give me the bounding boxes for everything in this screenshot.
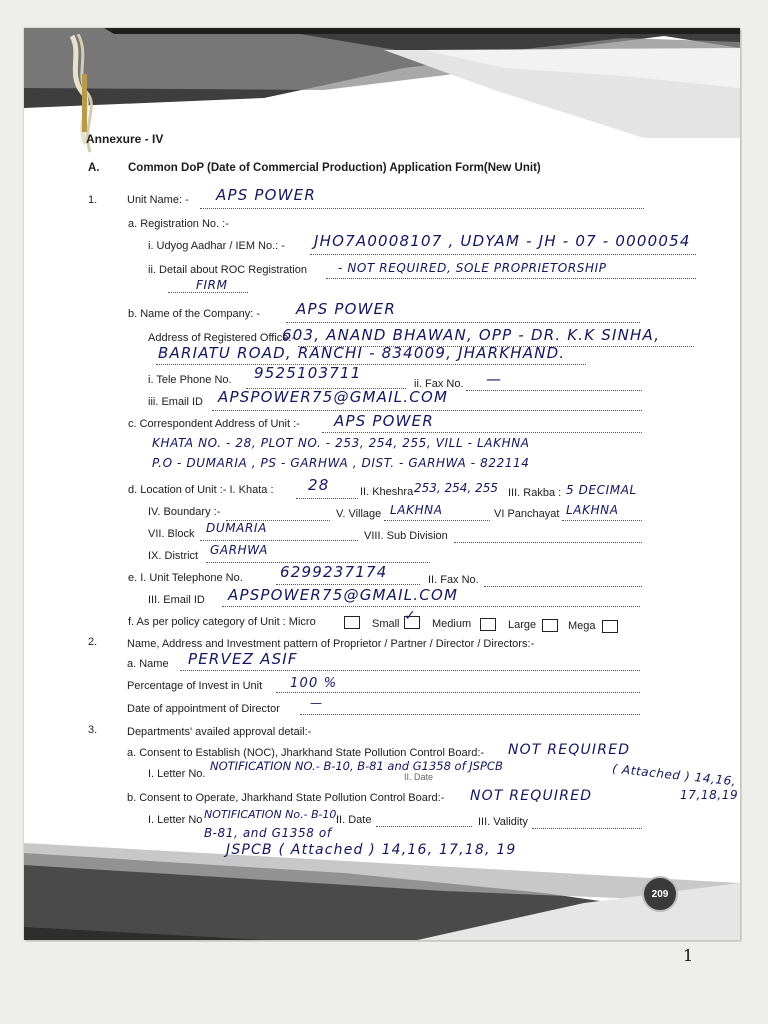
unit-email-line: [222, 606, 640, 607]
company-line: [286, 322, 640, 323]
roc-value-line1: - NOT REQUIRED, SOLE PROPRIETORSHIP: [338, 261, 607, 275]
boundary-label: IV. Boundary :-: [148, 506, 221, 518]
email-line: [212, 410, 642, 411]
unit-telephone-label: e. I. Unit Telephone No.: [128, 572, 243, 584]
udyog-aadhar-label: i. Udyog Aadhar / IEM No.: -: [148, 240, 285, 252]
reg-office-value-line2: BARIATU ROAD, RANCHI - 834009, JHARKHAND.: [158, 344, 566, 362]
invest-percentage-value: 100 %: [290, 676, 338, 691]
fax-line: [466, 390, 642, 391]
approvals-section-title: Departments' availed approval detail:-: [127, 726, 312, 738]
cto-value: NOT REQUIRED: [470, 788, 593, 804]
date-2-label: II. Date: [336, 814, 372, 826]
registration-label: a. Registration No. :-: [128, 218, 229, 230]
q1-number: 1.: [88, 194, 98, 206]
attached-pages-1b: 17,18,19: [680, 788, 739, 802]
mega-checkbox[interactable]: [602, 620, 618, 633]
udyog-line: [310, 254, 696, 255]
rakba-label: III. Rakba :: [508, 487, 562, 499]
small-checkmark: ✓: [404, 608, 416, 624]
letter-no-1-label: I. Letter No.: [148, 768, 206, 780]
medium-checkbox[interactable]: [480, 618, 496, 631]
medium-label: Medium: [432, 618, 472, 630]
company-name-label: b. Name of the Company: -: [128, 308, 261, 320]
subdivision-line: [454, 542, 642, 543]
block-value: DUMARIA: [206, 521, 267, 535]
panchayat-line: [562, 520, 642, 521]
block-label: VII. Block: [148, 528, 195, 540]
noc-label: a. Consent to Establish (NOC), Jharkhand State Pollution Control Board:-: [127, 747, 485, 759]
telephone-label: i. Tele Phone No.: [148, 374, 232, 386]
kheshra-label: II. Kheshra: [360, 486, 414, 498]
correspondent-line: [322, 432, 642, 433]
mega-label: Mega: [568, 620, 596, 632]
appointment-date-label: Date of appointment of Director: [127, 703, 280, 715]
roc-line: [326, 278, 696, 279]
reg-office-value-line1: 603, ANAND BHAWAN, OPP - DR. K.K SINHA,: [282, 326, 661, 344]
roc-value-line2: FIRM: [196, 278, 228, 292]
annexure-heading: Annexure - IV: [86, 132, 164, 146]
correspondent-label: c. Correspondent Address of Unit :-: [128, 418, 300, 430]
unit-fax-label: II. Fax No.: [428, 574, 479, 586]
unit-telephone-value: 6299237174: [280, 563, 388, 581]
letter-no-2-value-line2: B-81, and G1358 of: [204, 826, 332, 840]
fax-label: ii. Fax No.: [414, 378, 464, 390]
district-value: GARHWA: [210, 543, 268, 557]
unit-email-value: APSPOWER75@GMAIL.COM: [228, 586, 459, 604]
letter-no-2-label: I. Letter No: [148, 814, 203, 826]
micro-checkbox[interactable]: [344, 616, 360, 629]
letter-no-2-value-line3: JSPCB ( Attached ) 14,16, 17,18, 19: [226, 842, 517, 858]
appointment-date-value: —: [310, 696, 324, 710]
policy-category-label: f. As per policy category of Unit : Micro: [128, 616, 316, 628]
proprietor-name-label: a. Name: [127, 658, 169, 670]
roc-label: ii. Detail about ROC Registration: [148, 264, 307, 276]
q3-number: 3.: [88, 724, 98, 736]
unit-fax-line: [484, 586, 642, 587]
village-line: [384, 520, 490, 521]
reg-office-label: Address of Registered Office:-: [148, 332, 296, 344]
date-2-line: [376, 826, 472, 827]
district-label: IX. District: [148, 550, 199, 562]
block-line: [200, 540, 358, 541]
proprietor-name-line: [180, 670, 640, 671]
rakba-value: 5 DECIMAL: [566, 483, 637, 497]
reg-office-line-2: [156, 364, 586, 365]
section-a-title: Common DoP (Date of Commercial Production) Application Form(New Unit): [128, 162, 541, 174]
company-name-value: APS POWER: [296, 300, 396, 318]
letter-no-1-value: NOTIFICATION NO.- B-10, B-81 and G1358 of JSPCB: [210, 759, 503, 773]
subdivision-label: VIII. Sub Division: [364, 530, 448, 542]
appointment-line: [300, 714, 640, 715]
noc-value: NOT REQUIRED: [508, 742, 631, 758]
location-khata-label: d. Location of Unit :- I. Khata :: [128, 484, 274, 496]
correspondent-value-line2: KHATA NO. - 28, PLOT NO. - 253, 254, 255, VILL - LAKHNA: [152, 436, 530, 450]
date-1-label: II. Date: [404, 772, 434, 782]
khata-value: 28: [308, 476, 330, 494]
unit-telephone-line: [276, 584, 420, 585]
village-value: LAKHNA: [390, 503, 443, 517]
top-decorative-band: [24, 28, 740, 138]
invest-line: [276, 692, 640, 693]
email-value: APSPOWER75@GMAIL.COM: [218, 388, 449, 406]
roc-line-2: [168, 292, 248, 293]
correspondent-value-line3: P.O - DUMARIA , PS - GARHWA , DIST. - GARHWA - 822114: [152, 456, 530, 470]
email-label: iii. Email ID: [148, 396, 204, 408]
kheshra-value: 253, 254, 255: [414, 481, 498, 495]
validity-line: [532, 828, 642, 829]
proprietor-section-title: Name, Address and Investment pattern of Proprietor / Partner / Director / Directors:-: [127, 638, 535, 650]
proprietor-name-value: PERVEZ ASIF: [188, 650, 298, 668]
letter-no-2-value-line1: NOTIFICATION No.- B-10,: [204, 808, 340, 821]
khata-line: [296, 498, 358, 499]
validity-label: III. Validity: [478, 816, 528, 828]
panchayat-label: VI Panchayat: [494, 508, 560, 520]
village-label: V. Village: [336, 508, 382, 520]
cto-label: b. Consent to Operate, Jharkhand State Pollution Control Board:-: [127, 792, 445, 804]
unit-name-value: APS POWER: [216, 186, 316, 204]
section-a-number: A.: [88, 162, 100, 174]
udyog-aadhar-value: JHO7A0008107 , UDYAM - JH - 07 - 0000054: [314, 232, 691, 250]
unit-name-label: Unit Name: -: [127, 194, 189, 206]
panchayat-value: LAKHNA: [566, 503, 619, 517]
unit-email-label: III. Email ID: [148, 594, 205, 606]
correspondent-value-line1: APS POWER: [334, 412, 434, 430]
large-checkbox[interactable]: [542, 619, 558, 632]
telephone-value: 9525103711: [254, 364, 362, 382]
page-number-badge: 209: [642, 876, 678, 912]
unit-name-line: [200, 208, 644, 209]
attached-pages-1: ( Attached ) 14,16,: [611, 761, 737, 789]
large-label: Large: [508, 619, 537, 631]
handwritten-page-number: 1: [683, 946, 694, 965]
small-label: Small: [372, 618, 400, 630]
invest-percentage-label: Percentage of Invest in Unit: [127, 680, 263, 692]
q2-number: 2.: [88, 636, 98, 648]
fax-value: —: [486, 370, 503, 388]
